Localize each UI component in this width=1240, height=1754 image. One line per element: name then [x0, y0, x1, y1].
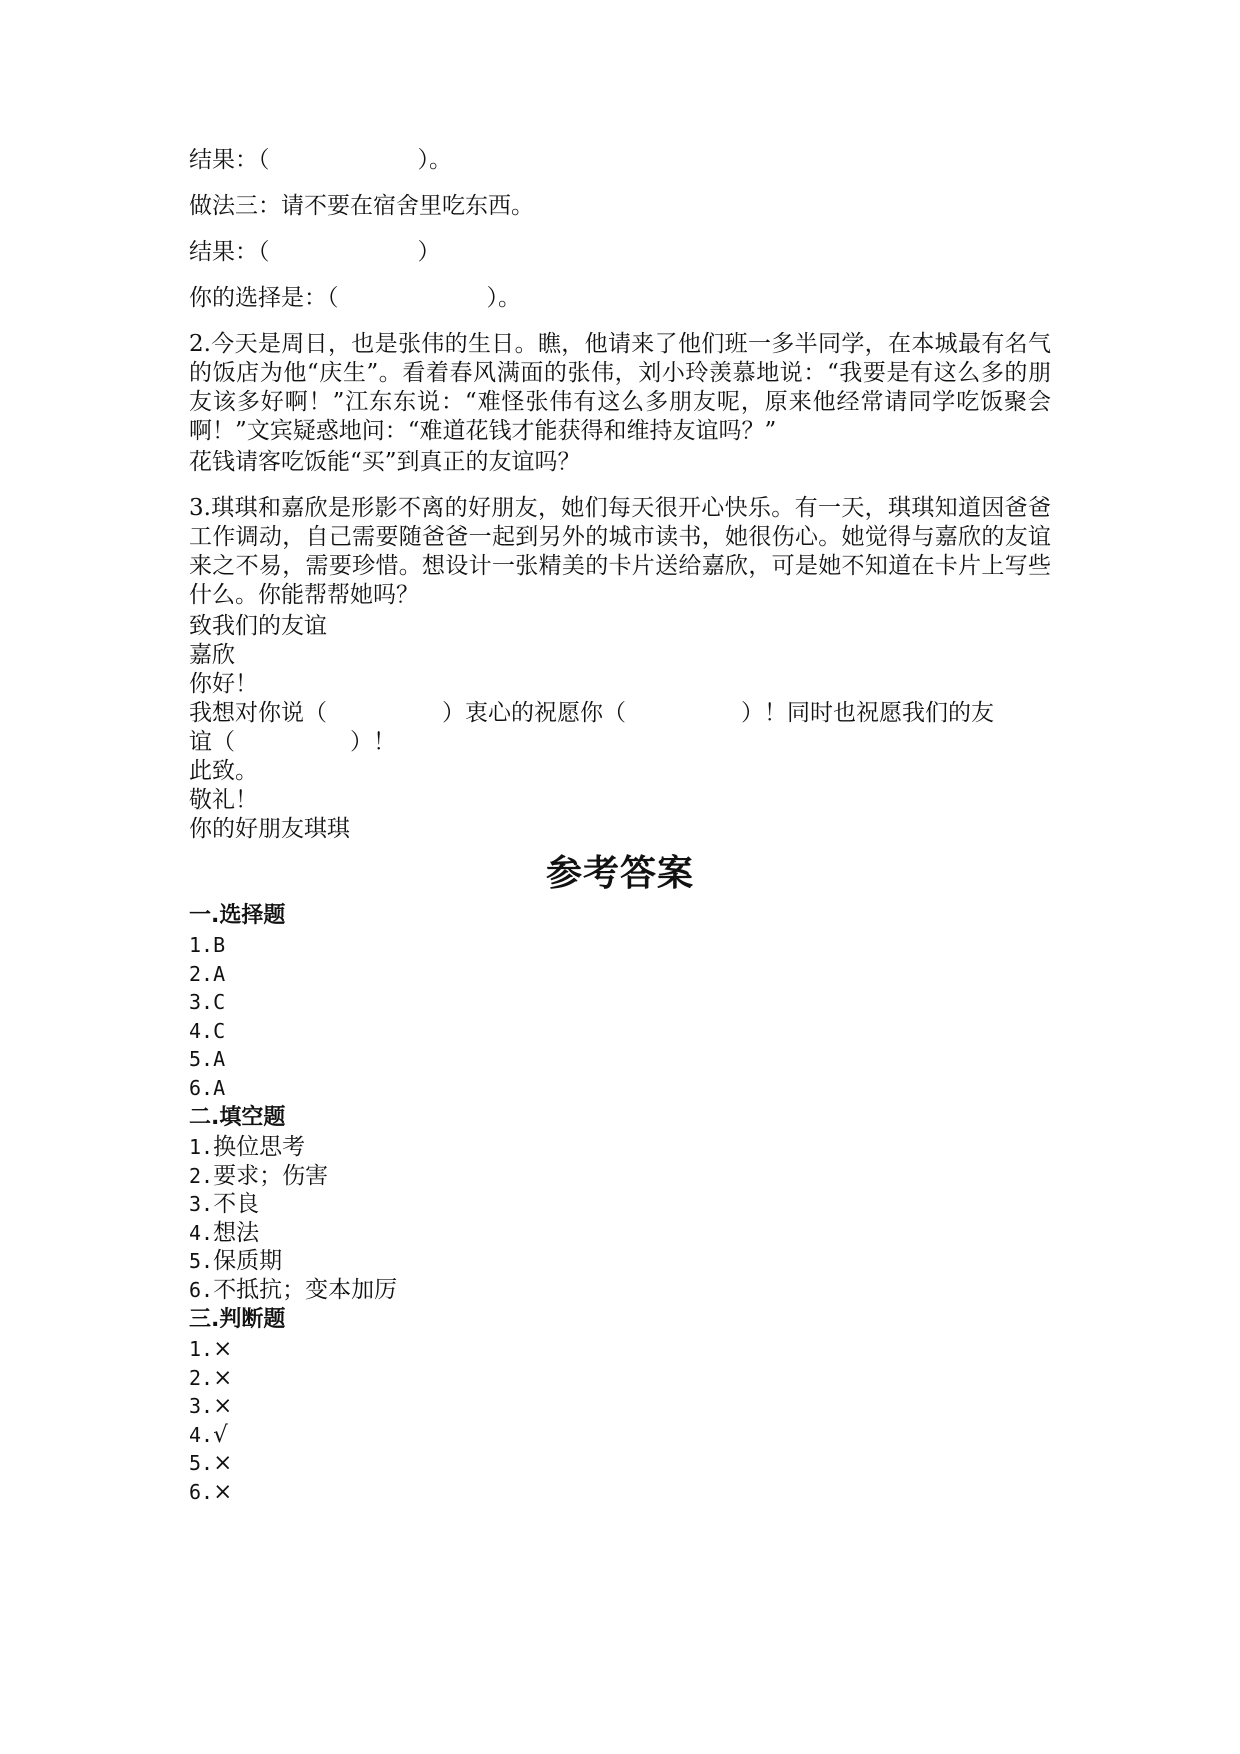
answer-item: 3.C [189, 990, 226, 1014]
card-signature: 你的好朋友琪琪 [189, 816, 350, 842]
section-heading-judge: 三.判断题 [189, 1307, 286, 1332]
result-2-label: 结果：（ [189, 147, 270, 173]
answer-item: 1.B [189, 933, 226, 957]
answer-item [189, 1276, 1051, 1305]
answer-number: 1. [189, 1135, 214, 1159]
answer-number: 6. [189, 1479, 214, 1504]
choice-end: ）。 [486, 285, 521, 311]
answer-item: 6.A [189, 1075, 226, 1100]
card-wish-line-2: 谊（ ）！ [189, 729, 396, 755]
answer-number: 2. [189, 1163, 214, 1188]
result-3-label: 结果：（ [189, 239, 270, 265]
answer-number: 3. [189, 1192, 214, 1216]
answer-number: 2. [189, 1365, 214, 1390]
answer-number: 5. [189, 1249, 214, 1273]
fill-answers-list [189, 1133, 1051, 1304]
answer-text: 换位思考 [213, 1134, 306, 1160]
cross-mark-icon: × [213, 1450, 233, 1476]
question-2-paragraph: 2.今天是周日，也是张伟的生日。瞧，他请来了他们班一多半同学，在本城最有名气的饭店为他“庆生”。看着春风满面的张伟，刘小玲羡慕地说：“我要是有这么多的朋友该多好啊！”江东东说：“难怪张伟有这么多朋友呢，原来他经常请同学吃饭聚会啊！”文宾疑惑地问：“难道花钱才能获得和维持友谊吗？” [189, 331, 1051, 444]
answer-item: 5.A [189, 1047, 226, 1071]
card-title: 致我们的友谊 [189, 613, 327, 639]
answer-item [189, 1392, 1051, 1421]
answer-number: 5. [189, 1451, 214, 1475]
answer-text: 想法 [213, 1219, 260, 1246]
check-mark-icon: √ [213, 1421, 228, 1448]
answer-item [189, 1335, 1051, 1364]
answer-item: 4.C [189, 1018, 226, 1043]
answers-title: 参考答案 [545, 853, 694, 894]
answer-item [189, 1219, 1051, 1248]
result-2-end: ）。 [417, 147, 452, 173]
choice-answers-list [189, 931, 1051, 1102]
answer-number: 4. [189, 1422, 214, 1447]
answer-number: 6. [189, 1277, 214, 1302]
cross-mark-icon: × [213, 1336, 233, 1362]
answer-number: 4. [189, 1220, 214, 1245]
card-closing-2: 敬礼！ [189, 787, 258, 813]
answer-item [189, 1162, 1051, 1191]
cross-mark-icon: × [213, 1393, 233, 1419]
answer-text: 保质期 [213, 1248, 283, 1274]
result-3-line [189, 238, 1051, 267]
answer-number: 1. [189, 1337, 214, 1361]
result-3-end: ） [417, 239, 441, 265]
question-2-prompt: 花钱请客吃饭能“买”到真正的友谊吗？ [189, 449, 581, 475]
card-closing-1: 此致。 [189, 758, 258, 784]
answer-item [189, 1190, 1051, 1219]
document-page [189, 146, 1051, 1506]
answer-item [189, 1421, 1051, 1450]
section-heading-choice: 一.选择题 [189, 903, 286, 928]
card-greeting: 你好！ [189, 671, 258, 697]
answer-text: 不良 [213, 1191, 260, 1217]
answer-item [189, 1478, 1051, 1507]
answer-item [189, 1133, 1051, 1162]
choice-line [189, 284, 1051, 313]
judge-answers-list [189, 1335, 1051, 1506]
section-heading-fill: 二.填空题 [189, 1105, 286, 1130]
answer-item: 2.A [189, 961, 226, 986]
result-2-line [189, 146, 1051, 175]
answer-item [189, 1364, 1051, 1393]
cross-mark-icon: × [213, 1364, 233, 1391]
card-recipient: 嘉欣 [189, 642, 235, 668]
question-3-paragraph: 3.琪琪和嘉欣是形影不离的好朋友，她们每天很开心快乐。有一天，琪琪知道因爸爸工作调动，自己需要随爸爸一起到另外的城市读书，她很伤心。她觉得与嘉欣的友谊来之不易，需要珍惜。想设计一张精美的卡片送给嘉欣，可是她不知道在卡片上写些什么。你能帮帮她吗？ [189, 495, 1051, 608]
answer-item [189, 1449, 1051, 1478]
card-wish-line-1: 我想对你说（ ）衷心的祝愿你（ ）！同时也祝愿我们的友 [189, 700, 994, 726]
answer-item [189, 1247, 1051, 1276]
answer-text: 要求；伤害 [213, 1162, 329, 1189]
method-3: 做法三：请不要在宿舍里吃东西。 [189, 193, 534, 219]
answer-number: 3. [189, 1394, 214, 1418]
answer-text: 不抵抗；变本加厉 [213, 1276, 398, 1303]
choice-label: 你的选择是：（ [189, 285, 339, 311]
cross-mark-icon: × [213, 1478, 233, 1505]
